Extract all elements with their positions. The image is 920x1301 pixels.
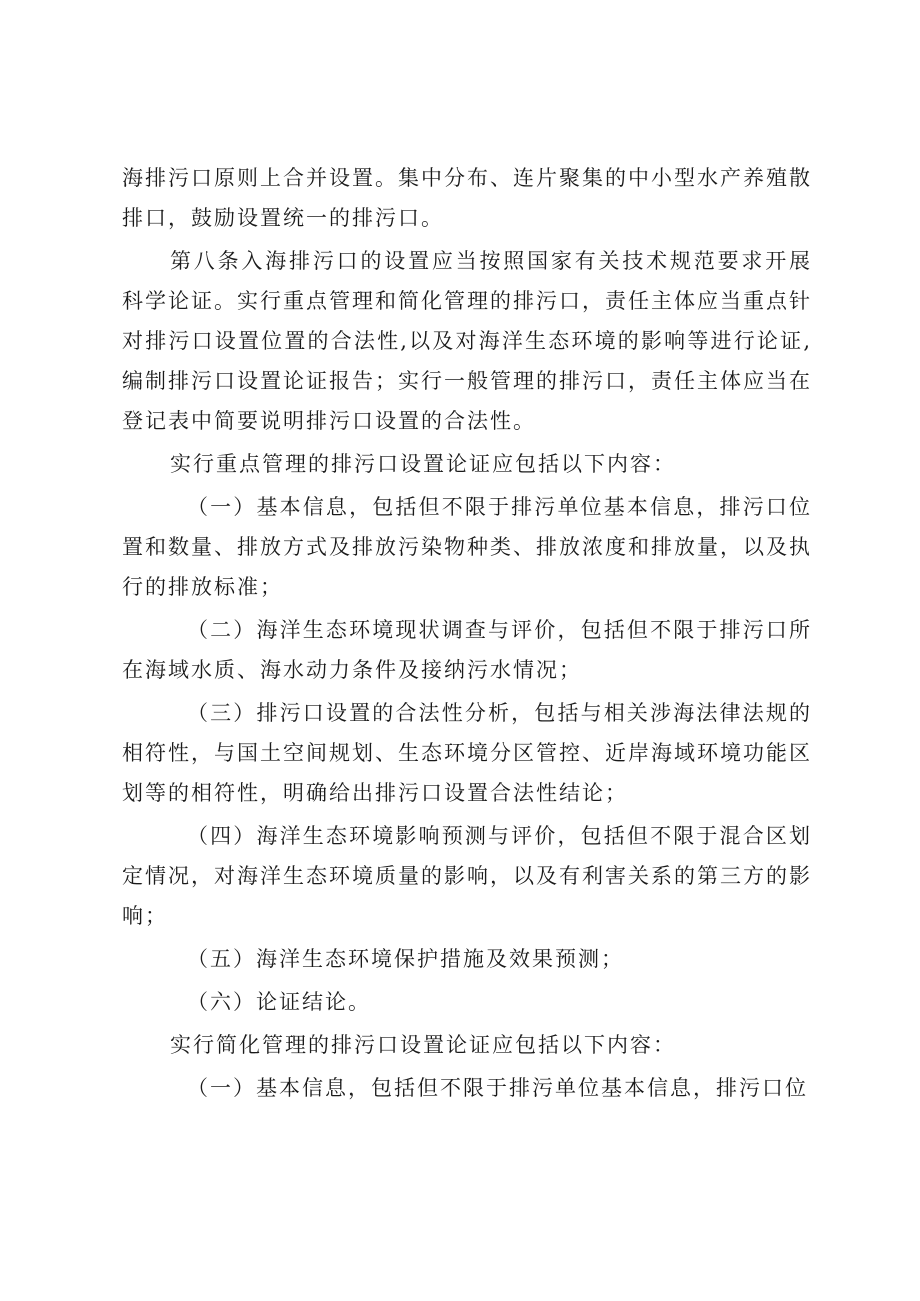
paragraph-continuation: 海排污口原则上合并设置。集中分布、连片聚集的中小型水产养殖散排口，鼓励设置统一的排污口。	[122, 166, 812, 230]
paragraph-item-4: （四）海洋生态环境影响预测与评价，包括但不限于混合区划定情况，对海洋生态环境质量的影响，以及有利害关系的第三方的影响；	[122, 824, 812, 928]
paragraph-item-2: （二）海洋生态环境现状调查与评价，包括但不限于排污口所在海域水质、海水动力条件及接纳污水情况；	[122, 618, 812, 682]
paragraph-simplified-management-intro: 实行简化管理的排污口设置论证应包括以下内容：	[170, 1033, 676, 1057]
paragraph-item-3: （三）排污口设置的合法性分析，包括与相关涉海法律法规的相符性，与国土空间规划、生态环境分区管控、近岸海域环境功能区划等的相符性，明确给出排污口设置合法性结论；	[122, 701, 812, 805]
paragraph-item-6: （六）论证结论。	[187, 990, 371, 1014]
paragraph-item-1: （一）基本信息，包括但不限于排污单位基本信息，排污口位置和数量、排放方式及排放污染物种类、排放浓度和排放量，以及执行的排放标准；	[122, 495, 812, 599]
paragraph-article-8: 第八条入海排污口的设置应当按照国家有关技术规范要求开展科学论证。实行重点管理和简化管理的排污口，责任主体应当重点针对排污口设置位置的合法性,以及对海洋生态环境的影响等进行论证,编制排污口设置论证报告；实行一般管理的排污口，责任主体应当在登记表中简要说明排污口设置的合法性。	[122, 249, 812, 433]
paragraph-simplified-item-1: （一）基本信息，包括但不限于排污单位基本信息，排污口位	[187, 1076, 808, 1100]
paragraph-item-5: （五）海洋生态环境保护措施及效果预测；	[187, 947, 624, 971]
document-body	[122, 158, 812, 1111]
paragraph-key-management-intro: 实行重点管理的排污口设置论证应包括以下内容：	[170, 452, 676, 476]
